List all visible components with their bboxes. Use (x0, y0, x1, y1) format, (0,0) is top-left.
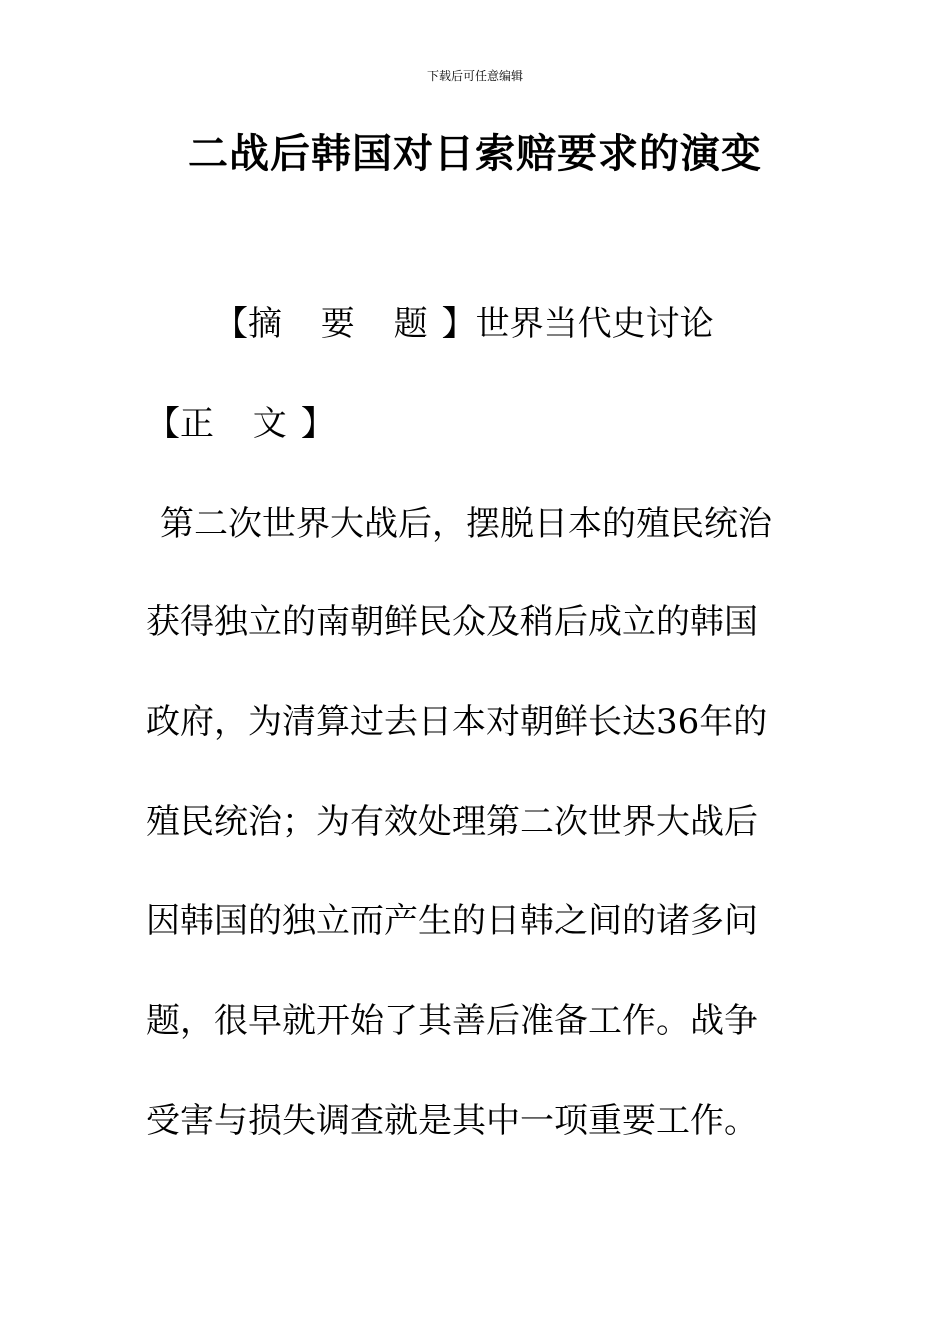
abstract-text: 世界当代史讨论 (475, 304, 714, 344)
paragraph-line: 题，很早就开始了其善后准备工作。战争 (146, 1001, 758, 1041)
paragraph-line: 殖民统治；为有效处理第二次世界大战后 (146, 802, 758, 842)
abstract-bracket-open: 【 (214, 304, 248, 344)
body-heading-bracket-open: 【 (146, 404, 180, 444)
document-title: 二战后韩国对日索赔要求的演变 (188, 131, 762, 177)
paragraph-line: 受害与损失调查就是其中一项重要工作。 (146, 1101, 758, 1141)
body-heading-bracket-close: 】 (300, 404, 335, 444)
paragraph-line: 获得独立的南朝鲜民众及稍后成立的韩国 (146, 602, 758, 642)
body-heading-label: 正 文 (180, 404, 301, 444)
abstract-bracket-close: 】 (441, 304, 476, 344)
abstract-label: 摘 要 题 (248, 304, 442, 344)
paragraph-line: 因韩国的独立而产生的日韩之间的诸多问 (146, 901, 758, 941)
paragraph-line: 政府，为清算过去日本对朝鲜长达36年的 (146, 702, 768, 742)
paragraph-line: 第二次世界大战后，摆脱日本的殖民统治 (160, 504, 772, 544)
abstract-line (214, 302, 714, 346)
body-heading (146, 402, 335, 446)
header-note: 下载后可任意编辑 (426, 69, 523, 83)
